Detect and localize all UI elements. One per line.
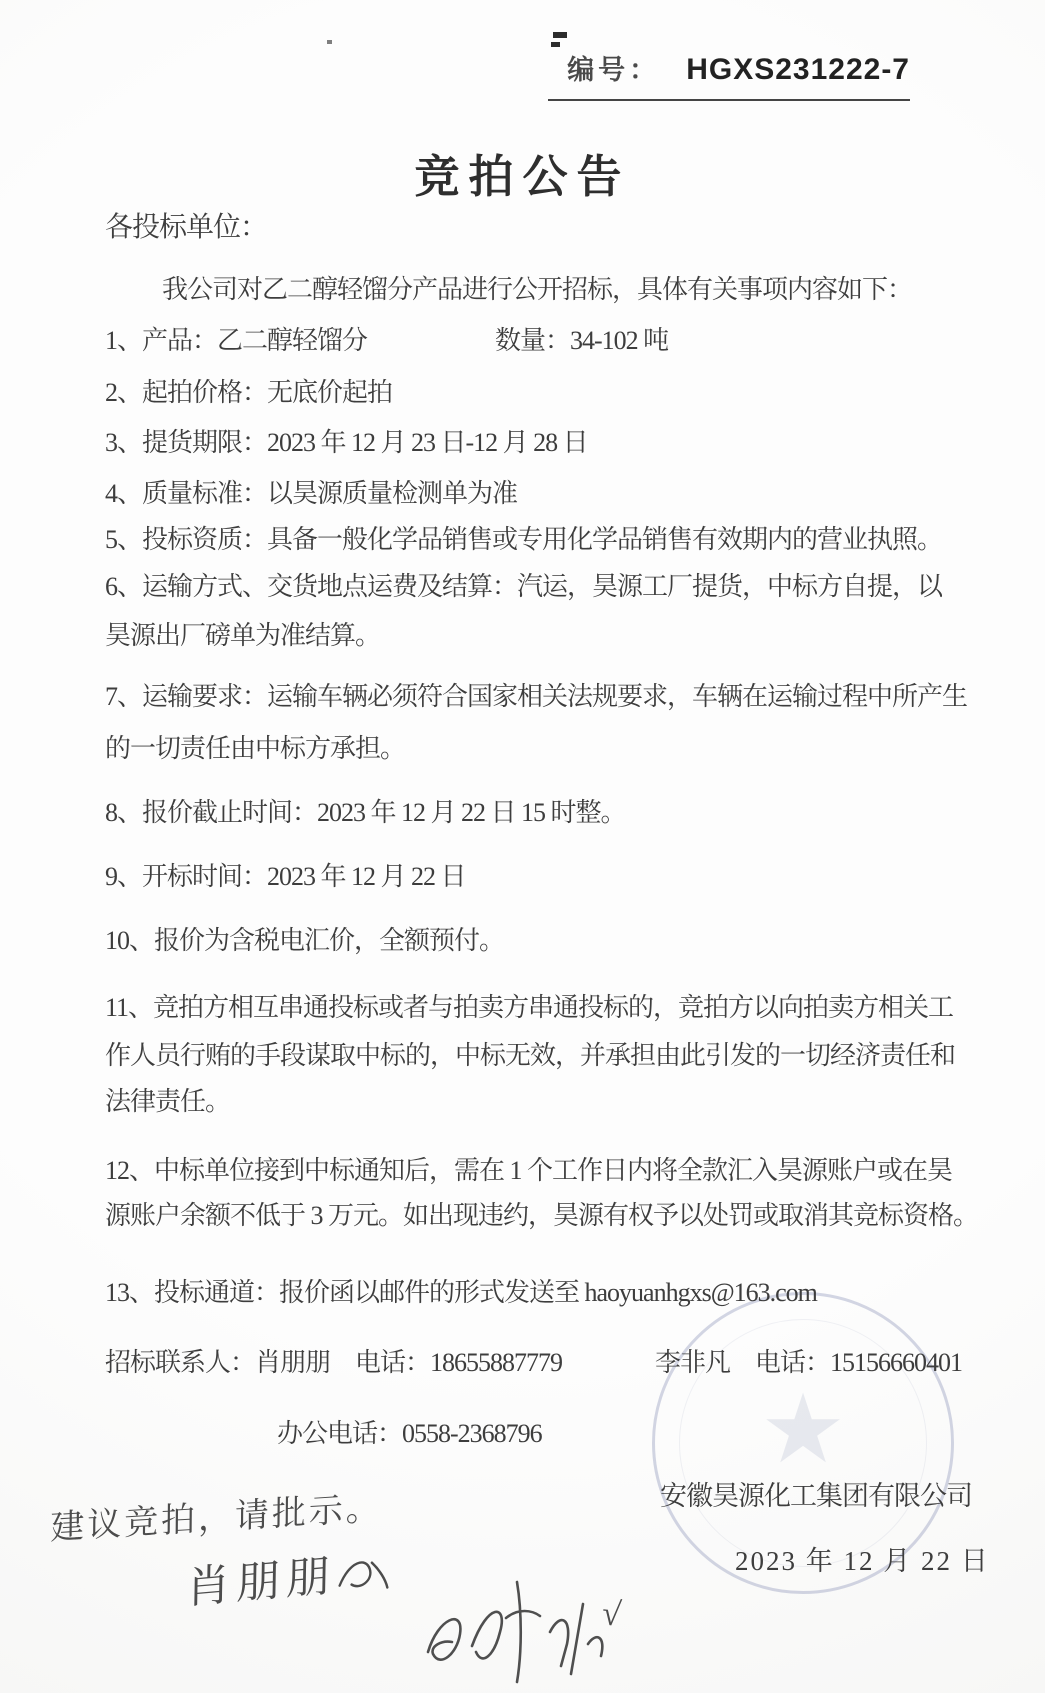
doc-number-label: 编号：: [567, 55, 661, 85]
seal-star-icon: ★: [759, 1373, 847, 1485]
item-11-line2: 作人员行贿的手段谋取中标的，中标无效，并承担由此引发的一切经济责任和: [105, 1041, 956, 1070]
signature-text: 肖朋朋: [185, 1550, 337, 1614]
item-12-line2: 源账户余额不低于 3 万元。如出现违约，昊源有权予以处罚或取消其竞标资格。: [105, 1201, 979, 1230]
item-8: 8、报价截止时间：2023 年 12 月 22 日 15 时整。: [105, 798, 626, 827]
intro-line: 我公司对乙二醇轻馏分产品进行公开招标，具体有关事项内容如下：: [162, 275, 913, 304]
doc-number-value: HGXS231222-7: [686, 53, 910, 86]
approval-signature-scribble: [420, 1560, 615, 1690]
item-3: 3、提货期限：2023 年 12 月 23 日-12 月 28 日: [105, 428, 588, 457]
item-12-line1: 12、中标单位接到中标通知后，需在 1 个工作日内将全款汇入昊源账户或在昊: [105, 1156, 953, 1185]
page-title: 竞拍公告: [414, 152, 631, 202]
item-5: 5、投标资质：具备一般化学品销售或专用化学品销售有效期内的营业执照。: [105, 525, 943, 554]
signoff-date: 2023 年 12 月 22 日: [735, 1546, 990, 1576]
contact-secondary: 李非凡 电话：15156660401: [655, 1348, 963, 1377]
scan-speck: [327, 40, 332, 44]
scan-speck: [551, 42, 560, 47]
handwritten-note: 建议竞拍，请批示。: [50, 1489, 383, 1548]
item1-quantity: 数量：34-102 吨: [495, 326, 669, 355]
handwritten-signature-name: [185, 1549, 392, 1614]
item-7-line2: 的一切责任由中标方承担。: [105, 734, 406, 763]
item-11-line3: 法律责任。: [105, 1087, 231, 1116]
item-7-line1: 7、运输要求：运输车辆必须符合国家相关法规要求，车辆在运输过程中所产生: [105, 682, 968, 711]
item-2: 2、起拍价格：无底价起拍: [105, 378, 393, 407]
salutation: 各投标单位：: [105, 212, 268, 243]
scan-speck: [553, 32, 567, 38]
doc-number-line: [548, 48, 910, 101]
item1-product: 1、产品：乙二醇轻馏分: [105, 326, 368, 355]
item-4: 4、质量标准：以昊源质量检测单为准: [105, 479, 518, 508]
item-1: [105, 328, 668, 354]
item-9: 9、开标时间：2023 年 12 月 22 日: [105, 862, 466, 891]
handwritten-check-mark: √: [600, 1595, 623, 1634]
company-name: 安徽昊源化工集团有限公司: [660, 1481, 972, 1511]
signature-flourish: [335, 1551, 391, 1596]
contacts-line: [105, 1348, 963, 1377]
item-13: 13、投标通道：报价函以邮件的形式发送至 haoyuanhgxs@163.com: [105, 1278, 817, 1307]
item-6-line1: 6、运输方式、交货地点运费及结算：汽运，昊源工厂提货，中标方自提，以: [105, 572, 943, 601]
item-6-line2: 昊源出厂磅单为准结算。: [105, 621, 381, 650]
item-11-line1: 11、竞拍方相互串通投标或者与拍卖方串通投标的，竞拍方以向拍卖方相关工: [105, 993, 954, 1022]
item-10: 10、报价为含税电汇价，全额预付。: [105, 926, 505, 955]
contact-primary: 招标联系人：肖朋朋 电话：18655887779: [105, 1348, 563, 1377]
office-phone: 办公电话：0558-2368796: [277, 1419, 542, 1448]
